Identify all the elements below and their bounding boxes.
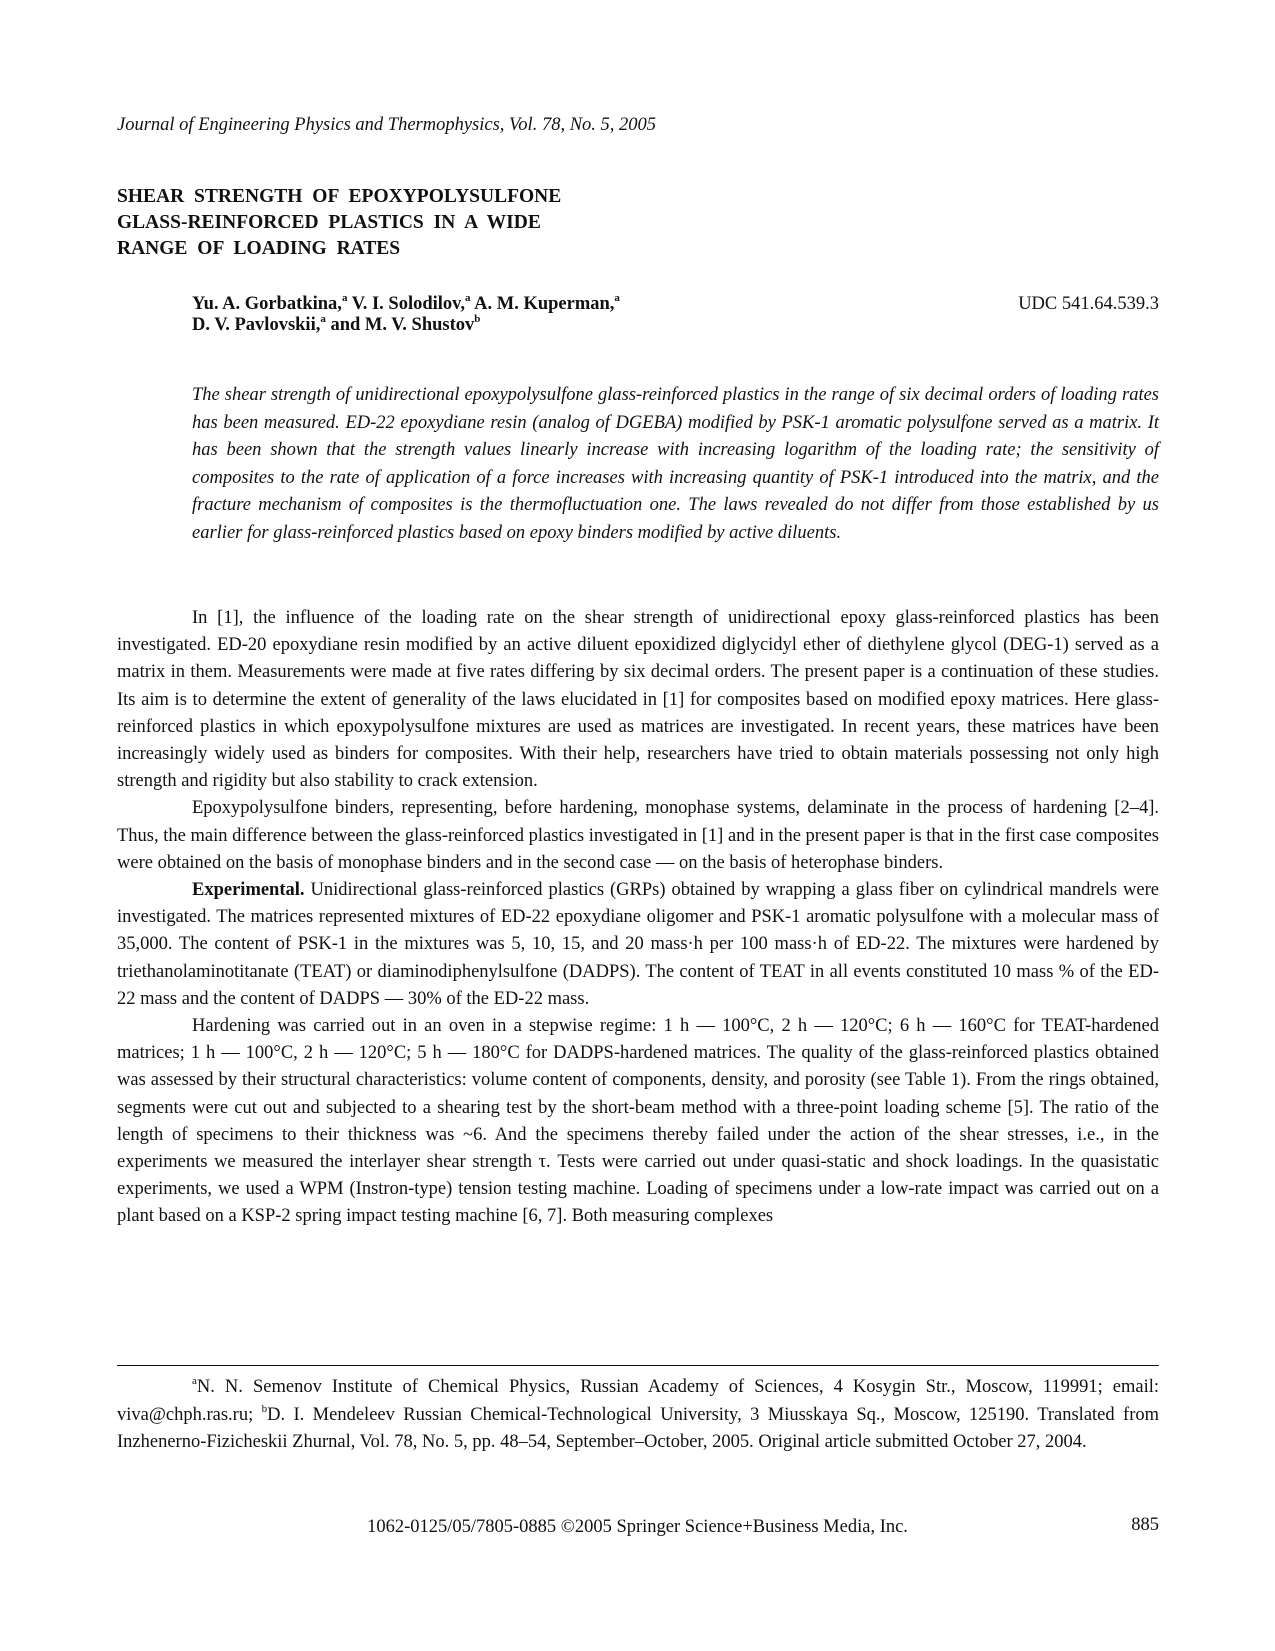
- section-heading: Experimental.: [192, 880, 305, 901]
- paragraph: [117, 605, 1159, 795]
- abstract: The shear strength of unidirectional epoxypolysulfone glass-reinforced plastics in the range of six decimal orders of loading rates has been measured. ED-22 epoxydiane resin (analog of DGEBA) modified by PSK-1 aromatic polysulfone served as a matrix. It has been shown that the strength values linearly increase with increasing logarithm of the loading rate; the sensitivity of composites to the rate of application of a force increases with increasing quantity of PSK-1 introduced into the matrix, and the fracture mechanism of composites is the thermofluctuation one. The laws revealed do not differ from those established by us earlier for glass-reinforced plastics based on epoxy binders modified by active diluents.: [192, 385, 1159, 543]
- journal-header: Journal of Engineering Physics and Thermophysics, Vol. 78, No. 5, 2005: [117, 115, 657, 135]
- author-list: [192, 294, 620, 336]
- affiliation-mark: a: [465, 292, 471, 304]
- page-number: 885: [1131, 1515, 1159, 1535]
- copyright-line: 1062-0125/05/7805-0885 ©2005 Springer Science+Business Media, Inc.: [367, 1517, 908, 1537]
- author-line: [192, 315, 620, 336]
- footnote-mark: b: [261, 1402, 268, 1415]
- udc-code: UDC 541.64.539.3: [1018, 294, 1159, 314]
- paragraph-text: Unidirectional glass-reinforced plastics (GRPs) obtained by wrapping a glass fiber on cylindrical mandrels were investigated. The matrices represented mixtures of ED-22 epoxydiane oligomer and PSK-1 aromatic polysulfone with a molecular mass of 35,000. The content of PSK-1 in the mixtures was 5, 10, 15, and 20 mass·h per 100 mass·h of ED-22. The mixtures were hardened by triethanolaminotitanate (TEAT) or diaminodiphenylsulfone (DADPS). The content of TEAT in all events constituted 10 mass % of the ED-22 mass and the content of DADPS — 30% of the ED-22 mass.: [117, 880, 1159, 1009]
- affiliation-mark: a: [341, 292, 348, 304]
- author-name: and M. V. Shustov: [325, 315, 475, 335]
- title-line: SHEAR STRENGTH OF EPOXYPOLYSULFONE: [117, 186, 562, 207]
- footnote: [117, 1374, 1159, 1457]
- body-text: [117, 605, 1159, 1231]
- title-line: GLASS-REINFORCED PLASTICS IN A WIDE: [117, 212, 541, 233]
- author-name: Yu. A. Gorbatkina,: [192, 294, 342, 314]
- author-name: D. V. Pavlovskii,: [192, 315, 321, 335]
- affiliation-mark: b: [474, 313, 481, 325]
- footnote-mark: a: [192, 1375, 197, 1387]
- paragraph-text: Hardening was carried out in an oven in a stepwise regime: 1 h — 100°C, 2 h — 120°C; 6 h — 160°C for TEAT-hardened matrices; 1 h — 100°C, 2 h — 120°C; 5 h — 180°C for DADPS-hardened matrices. The quality of the glass-reinforced plastics obtained was assessed by their structural characteristics: volume content of components, density, and porosity (see Table 1). From the rings obtained, segments were cut out and subjected to a shearing test by the short-beam method with a three-point loading scheme [5]. The ratio of the length of specimens to their thickness was ~6. And the specimens thereby failed under the action of the shear stresses, i.e., in the experiments we measured the interlayer shear strength τ. Tests were carried out under quasi-static and shock loadings. In the quasistatic experiments, we used a WPM (Instron-type) tension testing machine. Loading of specimens under a low-rate impact was carried out on a plant based on a KSP-2 spring impact testing machine [6, 7]. Both measuring complexes: [117, 1016, 1159, 1227]
- footnote-text: D. I. Mendeleev Russian Chemical-Technological University, 3 Miusskaya Sq., Moscow, 125190. Translated from Inzhenerno-Fizicheskii Zhurnal, Vol. 78, No. 5, pp. 48–54, September–October, 2005. Original article submitted October 27, 2004.: [117, 1404, 1159, 1452]
- author-line: [192, 294, 620, 315]
- paragraph: [117, 1013, 1159, 1231]
- author-name: V. I. Solodilov,: [347, 294, 466, 314]
- footnote-text: N. N. Semenov Institute of Chemical Physics, Russian Academy of Sciences, 4 Kosygin Str., Moscow, 119991; email: viva@chph.ras.ru;: [117, 1377, 1159, 1425]
- paragraph: [117, 795, 1159, 877]
- footnote-rule: [117, 1365, 1159, 1366]
- paragraph: [117, 877, 1159, 1013]
- affiliation-mark: a: [320, 313, 326, 325]
- paper-title: [117, 184, 737, 262]
- paragraph-text: Epoxypolysulfone binders, representing, before hardening, monophase systems, delaminate in the process of hardening [2–4]. Thus, the main difference between the glass-reinforced plastics investigated in [1] and in the present paper is that in the first case composites were obtained on the basis of monophase binders and in the second case — on the basis of heterophase binders.: [117, 798, 1159, 873]
- author-name: A. M. Kuperman,: [470, 294, 615, 314]
- paragraph-text: In [1], the influence of the loading rate on the shear strength of unidirectional epoxy glass-reinforced plastics has been investigated. ED-20 epoxydiane resin modified by an active diluent epoxidized diglycidyl ether of diethylene glycol (DEG-1) served as a matrix in them. Measurements were made at five rates differing by six decimal orders. The present paper is a continuation of these studies. Its aim is to determine the extent of generality of the laws elucidated in [1] for composites based on modified epoxy matrices. Here glass-reinforced plastics in which epoxypolysulfone mixtures are used as matrices are investigated. In recent years, these matrices have been increasingly widely used as binders for composites. With their help, researchers have tried to obtain materials possessing not only high strength and rigidity but also stability to crack extension.: [117, 608, 1159, 792]
- title-line: RANGE OF LOADING RATES: [117, 238, 401, 259]
- affiliation-mark: a: [614, 292, 620, 304]
